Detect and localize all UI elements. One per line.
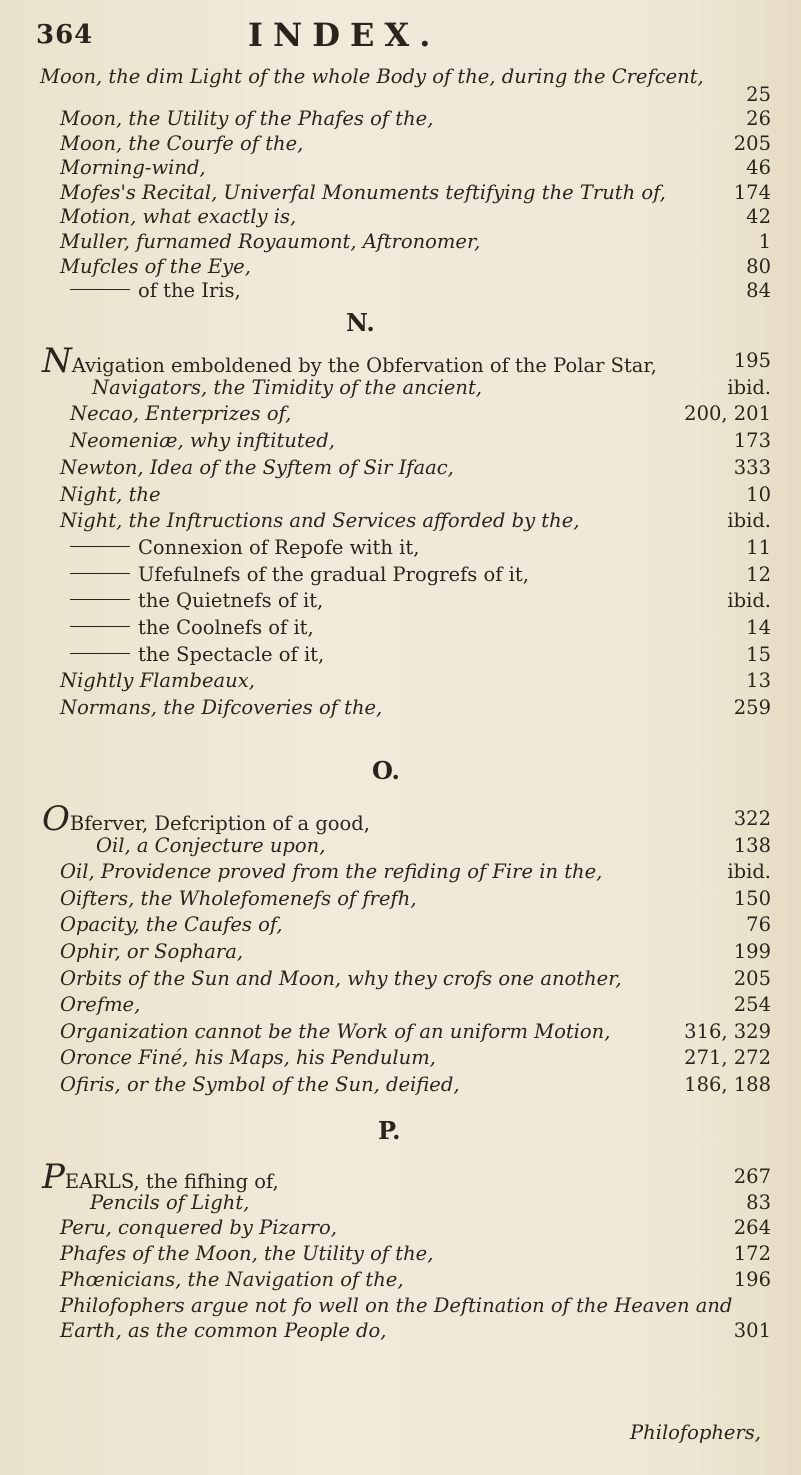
entry-label: Ofiris, or the Symbol of the Sun, deified, [60, 1073, 460, 1096]
entry-label: Phœnicians, the Navigation of the, [60, 1267, 404, 1291]
entry-text [60, 857, 602, 887]
index-entry [0, 341, 801, 381]
index-entry [0, 276, 801, 306]
page-number: 364 [36, 20, 94, 50]
entry-label: of the Iris, [138, 279, 241, 303]
entry-page-ref: 83 [746, 1190, 771, 1214]
entry-page-ref: ibid. [727, 860, 771, 884]
section-letter: O. [372, 756, 400, 785]
entry-page-ref: 172 [733, 1242, 771, 1266]
entry-label: Newton, Idea of the Syftem of Sir Ifaac, [60, 455, 454, 479]
drop-initial: N [42, 341, 72, 381]
entry-label: Philofophers argue not fo well on the Deftination of the Heaven and [60, 1293, 733, 1317]
section-letter: P. [378, 1116, 401, 1145]
entry-page-ref: 333 [733, 455, 771, 479]
entry-label: Night, the [60, 482, 161, 506]
index-entry [0, 480, 801, 510]
index-entry [0, 884, 801, 914]
ditto-dash [70, 626, 130, 627]
entry-text [92, 373, 482, 403]
index-entry [0, 586, 801, 616]
entry-page-ref: 173 [733, 429, 771, 453]
entry-page-ref: ibid. [727, 589, 771, 613]
entry-text [60, 453, 454, 483]
index-entry [0, 613, 801, 643]
entry-page-ref: 205 [733, 131, 771, 155]
entry-text [60, 480, 161, 510]
index-entry [0, 857, 801, 887]
entry-page-ref: 80 [746, 254, 771, 278]
entry-label: Ophir, or Sophara, [60, 940, 244, 963]
entry-page-ref: 13 [746, 669, 771, 693]
entry-page-ref: 186, 188 [684, 1073, 771, 1096]
entry-page-ref: 76 [746, 913, 771, 937]
entry-text [70, 533, 419, 563]
entry-page-ref: 15 [746, 642, 771, 666]
index-entry [0, 506, 801, 536]
entry-page-ref: ibid. [727, 509, 771, 533]
entry-page-ref: 259 [733, 696, 771, 720]
entry-label: Oil, a Conjecture upon, [96, 833, 326, 857]
entry-label: Pencils of Light, [90, 1190, 250, 1214]
ditto-dash [70, 573, 130, 574]
entry-text [70, 613, 314, 643]
entry-page-ref: 25 [746, 83, 771, 106]
entry-page-ref: 138 [733, 833, 771, 857]
entry-page-ref: 195 [733, 349, 771, 372]
index-entry [0, 1017, 801, 1047]
index-entry [0, 560, 801, 590]
entry-text [60, 990, 140, 1020]
entry-label: Oronce Finé, his Maps, his Pendulum, [60, 1046, 436, 1070]
entry-label: Connexion of Repofe with it, [138, 535, 420, 559]
entry-page-ref: 267 [733, 1165, 771, 1188]
entry-label: Earth, as the common People do, [60, 1319, 387, 1343]
entry-label: Avigation emboldened by the Obfervation of the Polar Star, [71, 354, 657, 377]
entry-label: Peru, conquered by Pizarro, [60, 1216, 337, 1240]
entry-label: Neomeniæ, why inftituted, [70, 429, 335, 453]
ditto-dash [70, 599, 130, 600]
entry-label: the Coolnefs of it, [138, 616, 314, 639]
entry-page-ref: 301 [733, 1319, 771, 1343]
entry-page-ref: 14 [746, 616, 771, 639]
catchword-line [0, 1418, 801, 1448]
entry-label: Orbits of the Sun and Moon, why they crofs one another, [60, 966, 622, 990]
index-entry [0, 453, 801, 483]
entry-page-ref: 254 [733, 993, 771, 1017]
entry-text [60, 937, 243, 967]
entry-text [70, 426, 335, 456]
entry-label: Orefme, [60, 993, 141, 1017]
entry-text [60, 910, 283, 940]
entry-label: Ufefulnefs of the gradual Progrefs of it, [138, 562, 529, 586]
index-entry [0, 640, 801, 670]
entry-text [60, 1316, 386, 1346]
entry-page-ref: 264 [733, 1216, 771, 1240]
entry-page-ref: 10 [746, 482, 771, 506]
entry-label: Necao, Enterprizes of, [70, 402, 292, 426]
entry-text [70, 586, 323, 616]
entry-text: Moon, the dim Light of the whole Body of the, during the Crefcent, [40, 65, 704, 88]
entry-page-ref: 322 [733, 807, 771, 830]
entry-label: EARLS, the fifhing of, [64, 1170, 279, 1193]
entry-label: the Spectacle of it, [138, 642, 325, 666]
entry-label: Night, the Inftructions and Services afforded by the, [60, 509, 580, 533]
index-entry [0, 964, 801, 994]
entry-page-ref: 174 [733, 180, 771, 204]
running-head: INDEX. [248, 16, 441, 54]
entry-page-ref: 1 [758, 230, 771, 253]
entry-page-ref: 316, 329 [684, 1019, 771, 1043]
index-entry [0, 373, 801, 403]
entry-label: Moon, the Utility of the Phafes of the, [60, 107, 434, 130]
entry-page-ref: ibid. [727, 375, 771, 399]
index-entry [0, 910, 801, 940]
entry-text [60, 666, 255, 696]
entry-page-ref: 199 [733, 940, 771, 963]
index-entry [0, 937, 801, 967]
index-entry [0, 1316, 801, 1346]
catchword: Philofophers, [630, 1421, 761, 1444]
entry-label: Organization cannot be the Work of an uniform Motion, [60, 1019, 611, 1043]
entry-page-ref: 271, 272 [684, 1046, 771, 1070]
entry-label: Opacity, the Caufes of, [60, 913, 283, 937]
entry-text [60, 1017, 610, 1047]
index-entry [0, 533, 801, 563]
entry-text [60, 964, 622, 994]
index-entry [0, 831, 801, 861]
entry-text [60, 1043, 436, 1073]
entry-label: the Quietnefs of it, [138, 589, 324, 613]
entry-text [70, 399, 291, 429]
ditto-dash [70, 653, 130, 654]
entry-label: Oil, Providence proved from the refiding of Fire in the, [60, 860, 603, 884]
index-entry [0, 799, 801, 839]
index-entry [0, 666, 801, 696]
index-entry [0, 693, 801, 723]
drop-initial: P [42, 1157, 65, 1197]
entry-text [70, 560, 529, 590]
index-entry [0, 426, 801, 456]
entry-text [70, 276, 241, 306]
entry-page-ref: 205 [733, 966, 771, 990]
entry-text [60, 884, 417, 914]
page-header [36, 16, 776, 56]
entry-label: Navigators, the Timidity of the ancient, [92, 375, 482, 399]
entry-page-ref: 150 [733, 886, 771, 910]
entry-label: Phafes of the Moon, the Utility of the, [60, 1242, 434, 1266]
entry-label: Mufcles of the Eye, [60, 254, 251, 278]
entry-page-ref: 196 [733, 1267, 771, 1291]
ditto-dash [70, 546, 130, 547]
index-entry [0, 1070, 801, 1100]
entry-text [70, 640, 324, 670]
entry-label: Moon, the Courfe of the, [60, 131, 304, 155]
entry-label: Nightly Flambeaux, [60, 669, 255, 693]
entry-text [60, 506, 579, 536]
entry-label: Bferver, Defcription of a good, [69, 812, 370, 835]
entry-label: Normans, the Difcoveries of the, [60, 696, 383, 720]
entry-text [96, 831, 325, 861]
drop-initial: O [42, 799, 70, 839]
entry-label: Mofes's Recital, Univerfal Monuments teftifying the Truth of, [60, 180, 666, 204]
entry-text [60, 1070, 460, 1100]
entry-label: Muller, furnamed Royaumont, Aftronomer, [60, 230, 481, 253]
entry-label: Oifters, the Wholefomenefs of frefh, [60, 886, 417, 910]
entry-text [60, 693, 382, 723]
entry-page-ref: 11 [746, 535, 771, 559]
index-entry [0, 399, 801, 429]
entry-label: Motion, what exactly is, [60, 205, 297, 229]
entry-page-ref: 84 [746, 279, 771, 303]
entry-page-ref: 12 [746, 562, 771, 586]
ditto-dash [70, 289, 130, 290]
entry-page-ref: 46 [746, 156, 771, 180]
index-entry [0, 1043, 801, 1073]
section-letter: N. [346, 308, 375, 337]
entry-page-ref: 26 [746, 107, 771, 130]
entry-page-ref: 200, 201 [684, 402, 771, 426]
entry-page-ref: 42 [746, 205, 771, 229]
index-entry [0, 990, 801, 1020]
entry-label: Morning-wind, [60, 156, 206, 180]
